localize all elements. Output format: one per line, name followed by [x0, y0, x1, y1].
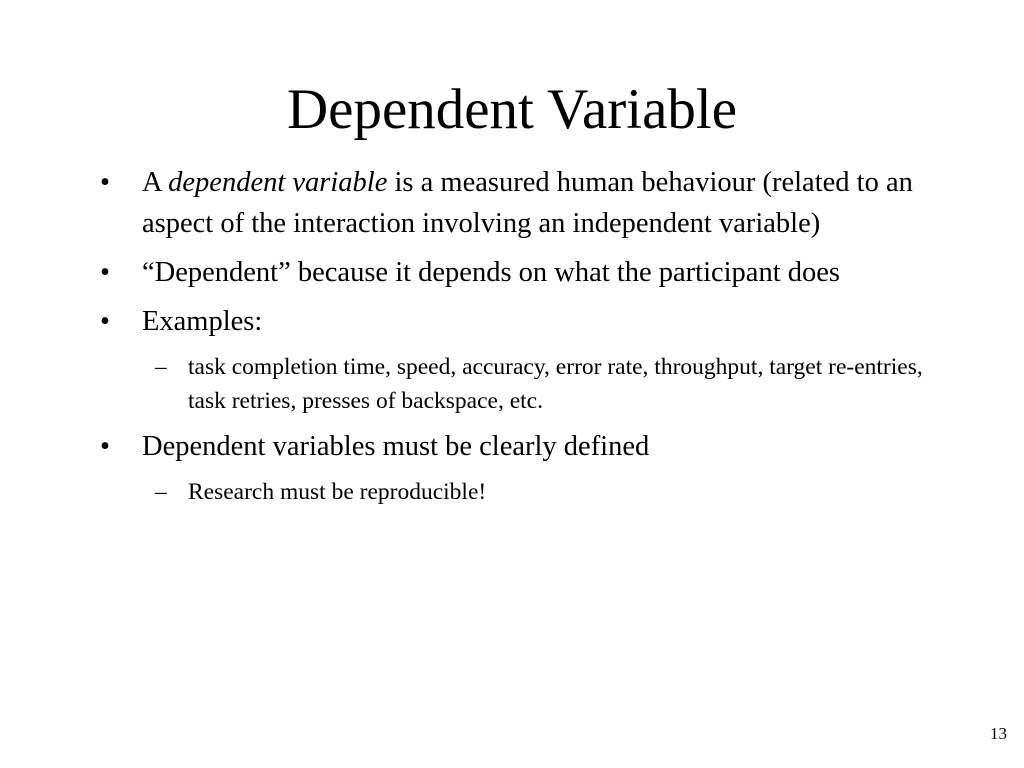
dash-icon: –	[155, 354, 167, 380]
sub-list-examples	[100, 350, 930, 418]
bullet-text: Examples:	[142, 306, 263, 337]
bullet-examples	[100, 301, 930, 342]
bullet-dot-icon: •	[100, 257, 110, 288]
bullet-dot-icon: •	[100, 167, 110, 198]
slide-title: Dependent Variable	[286, 78, 738, 142]
bullet-text: “Dependent” because it depends on what the participant does	[142, 257, 840, 288]
dash-icon: –	[155, 479, 167, 505]
bullet-dot-icon: •	[100, 431, 110, 462]
sub-bullet-examples	[100, 350, 930, 418]
sub-list-reproducible	[100, 475, 930, 509]
sub-bullet-reproducible	[100, 475, 930, 509]
sub-bullet-text: Research must be reproducible!	[188, 479, 487, 505]
sub-bullet-text: task completion time, speed, accuracy, error rate, throughput, target re-entries, task retries, presses of backspace, etc.	[188, 354, 923, 414]
bullet-dependent-reason	[100, 252, 930, 293]
bullet-definition	[100, 162, 930, 244]
bullet-list	[100, 162, 930, 517]
bullet-clearly-defined	[100, 426, 930, 467]
bullet-dot-icon: •	[100, 306, 110, 337]
bullet-text-suffix: is a measured human behaviour (related to an aspect of the interaction involving an independent variable)	[142, 167, 913, 239]
bullet-text: Dependent variables must be clearly defined	[142, 431, 650, 462]
bullet-emphasis: dependent variable	[168, 167, 388, 198]
slide-number: 13	[990, 724, 1007, 743]
bullet-text-prefix: A	[142, 167, 169, 198]
